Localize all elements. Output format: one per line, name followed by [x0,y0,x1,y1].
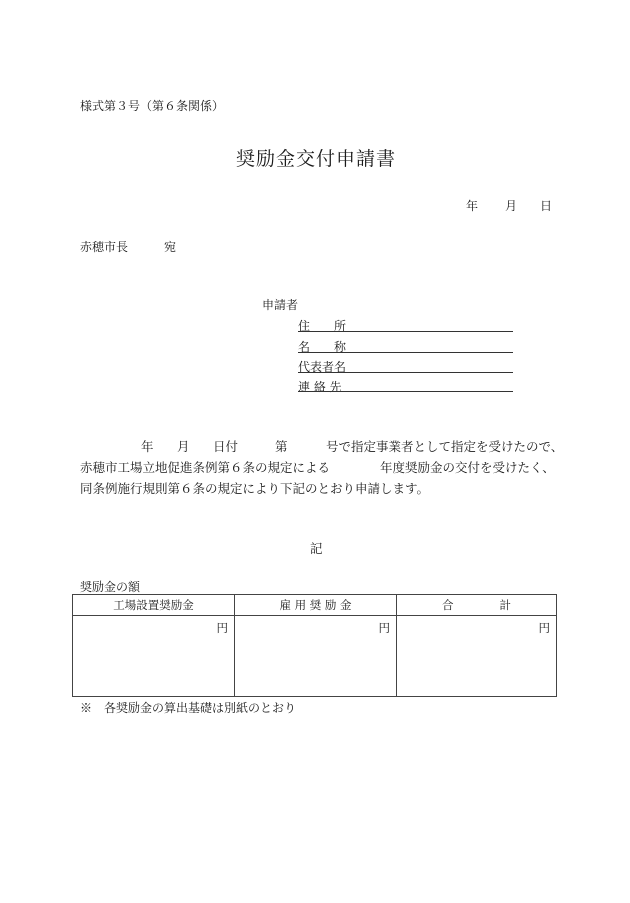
employment-subsidy-cell[interactable] [235,616,397,697]
body-day: 日付 [213,439,239,454]
applicant-representative-label: 代表者名 [298,360,347,374]
amount-table [72,594,557,697]
addressee-honorific: 宛 [164,240,177,254]
form-number: 様式第３号（第６条関係） [80,99,225,113]
date-day-label: 日 [540,199,553,213]
footnote: ※ 各奨励金の算出基礎は別紙のとおり [80,701,297,715]
addressee-name: 赤穂市長 [80,240,129,254]
body-line1-rest: 号で指定事業者として指定を受けたので、 [326,439,564,454]
table-row [73,616,557,697]
applicant-address-label: 住 所 [298,319,347,333]
applicant-contact-field[interactable] [298,391,513,392]
applicant-name-label: 名 称 [298,340,347,354]
date-year-label: 年 [466,199,479,213]
body-line2-b: 年度奨励金の交付を受けたく、 [380,460,555,475]
applicant-contact-label: 連 絡 先 [298,380,342,394]
body-month: 月 [177,439,190,454]
table-header-row [73,595,557,616]
yen-unit: 円 [538,621,550,635]
date-month-label: 月 [505,199,518,213]
body-number-prefix: 第 [275,439,288,454]
table-header: 合 計 [397,595,557,616]
body-line3: 同条例施行規則第６条の規定により下記のとおり申請します。 [80,481,430,496]
table-header: 工場設置奨励金 [73,595,235,616]
yen-unit: 円 [216,621,228,635]
table-header: 雇 用 奨 励 金 [235,595,397,616]
body-year: 年 [141,439,154,454]
applicant-heading: 申請者 [262,298,299,312]
total-cell[interactable] [397,616,557,697]
document-title: 奨励金交付申請書 [236,148,397,170]
amount-label: 奨励金の額 [80,580,141,594]
body-line2-a: 赤穂市工場立地促進条例第６条の規定による [80,460,331,475]
ki-heading: 記 [310,541,323,556]
yen-unit: 円 [378,621,390,635]
applicant-name-field[interactable] [298,352,513,353]
applicant-representative-field[interactable] [298,372,513,373]
factory-subsidy-cell[interactable] [73,616,235,697]
applicant-address-field[interactable] [298,331,513,332]
